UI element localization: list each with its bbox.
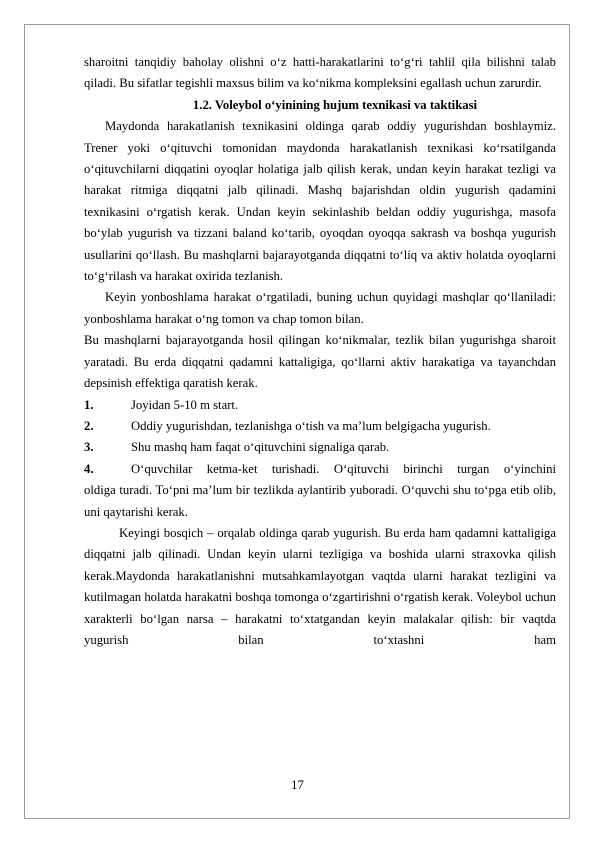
list-item-continuation: oldiga turadi. To‘pni ma’lum bir tezlikda aylantirib yuboradi. O‘quvchi shu to‘pga etib olib, uni qaytarishi kerak.: [84, 483, 556, 519]
section-title: 1.2. Voleybol o‘yinining hujum texnikasi va taktikasi: [192, 97, 478, 112]
paragraph-running-technique: Maydonda harakatlanish texnikasini oldinga qarab oddiy yugurishdan boshlaymiz. Trener yoki o‘qituvchi tomonidan maydonda harakatlanish texnikasi ko‘rsatilganda o‘qituvchilarni diqqatini oyoqlar holatiga jalb qilish kerak, undan keyin harakat tezligi va harakat ritmiga diqqatni jalb qilinadi. Mashq bajarishdan oldin yugurish qadamini texnikasini o‘rgatish kerak. Undan keyin sekinlashib beldan oddiy yugurishga, masofa bo‘ylab yugurish va tizzani baland ko‘tarib, oyoqdan oyoqqa sakrash va boshqa yugurish usullarini qo‘llash. Bu mashqlarni bajarayotganda diqqatni to‘liq va aktiv holatda oyoqlarni to‘g‘rilash va harakat oxirida tezlanish.: [84, 119, 556, 284]
list-item-text: Oddiy yugurishdan, tezlanishga o‘tish va ma’lum belgigacha yugurish.: [131, 418, 491, 433]
page-number: 17: [291, 778, 304, 792]
paragraph-backward-running: Keyingi bosqich – orqalab oldinga qarab yugurish. Bu erda ham qadamni kattaligiga diqqatni jalb qilinadi. Undan keyin ularni tezligiga va boshida ularni straxovka qilish kerak.Maydonda harakatlanishni mutsahkamlayotgan vaqtda ularni harakat tezligini va kutilmagan holatda harakatni boshqa tomonga o‘zgartirishni o‘rgatish kerak. Voleybol uchun xarakterli bo‘lgan narsa – harakatni to‘xtatgandan keyin malakalar qilish: bir vaqtda yugurish bilan to‘xtashni ham: [84, 525, 556, 647]
list-item: [84, 437, 556, 458]
exercise-list: [84, 395, 556, 523]
list-item-text: Joyidan 5-10 m start.: [131, 397, 239, 412]
intro-paragraph: sharoitni tanqidiy baholay olishni o‘z hatti-harakatlarini to‘g‘ri tahlil qila bilishni talab qiladi. Bu sifatlar tegishli maxsus bilim va ko‘nikma kompleksini egallash uchun zarurdir.: [84, 55, 556, 91]
list-item: [84, 459, 556, 480]
list-item-text: O‘quvchilar ketma-ket turishadi. O‘qituvchi birinchi turgan o‘yinchini: [131, 461, 556, 476]
list-item-number: 1.: [84, 397, 94, 412]
list-item-text: Shu mashq ham faqat o‘qituvchini signaliga qarab.: [131, 440, 390, 455]
list-item-number: 3.: [84, 440, 94, 455]
paragraph-side-movement: Keyin yonboshlama harakat o‘rgatiladi, buning uchun quyidagi mashqlar qo‘llaniladi: yonboshlama harakat o‘ng tomon va chap tomon bilan.: [84, 290, 556, 326]
list-item: [84, 395, 556, 416]
document-body: [84, 52, 556, 651]
list-item-number: 4.: [84, 461, 94, 476]
list-item-number: 2.: [84, 418, 94, 433]
paragraph-skills: Bu mashqlarni bajarayotganda hosil qilingan ko‘nikmalar, tezlik bilan yugurishga sharoit yaratadi. Bu erda diqqatni qadamni kattaligiga, qo‘llarni aktiv harakatiga va tayanchdan depsinish effektiga qaratish kerak.: [84, 333, 556, 391]
list-item: [84, 416, 556, 437]
